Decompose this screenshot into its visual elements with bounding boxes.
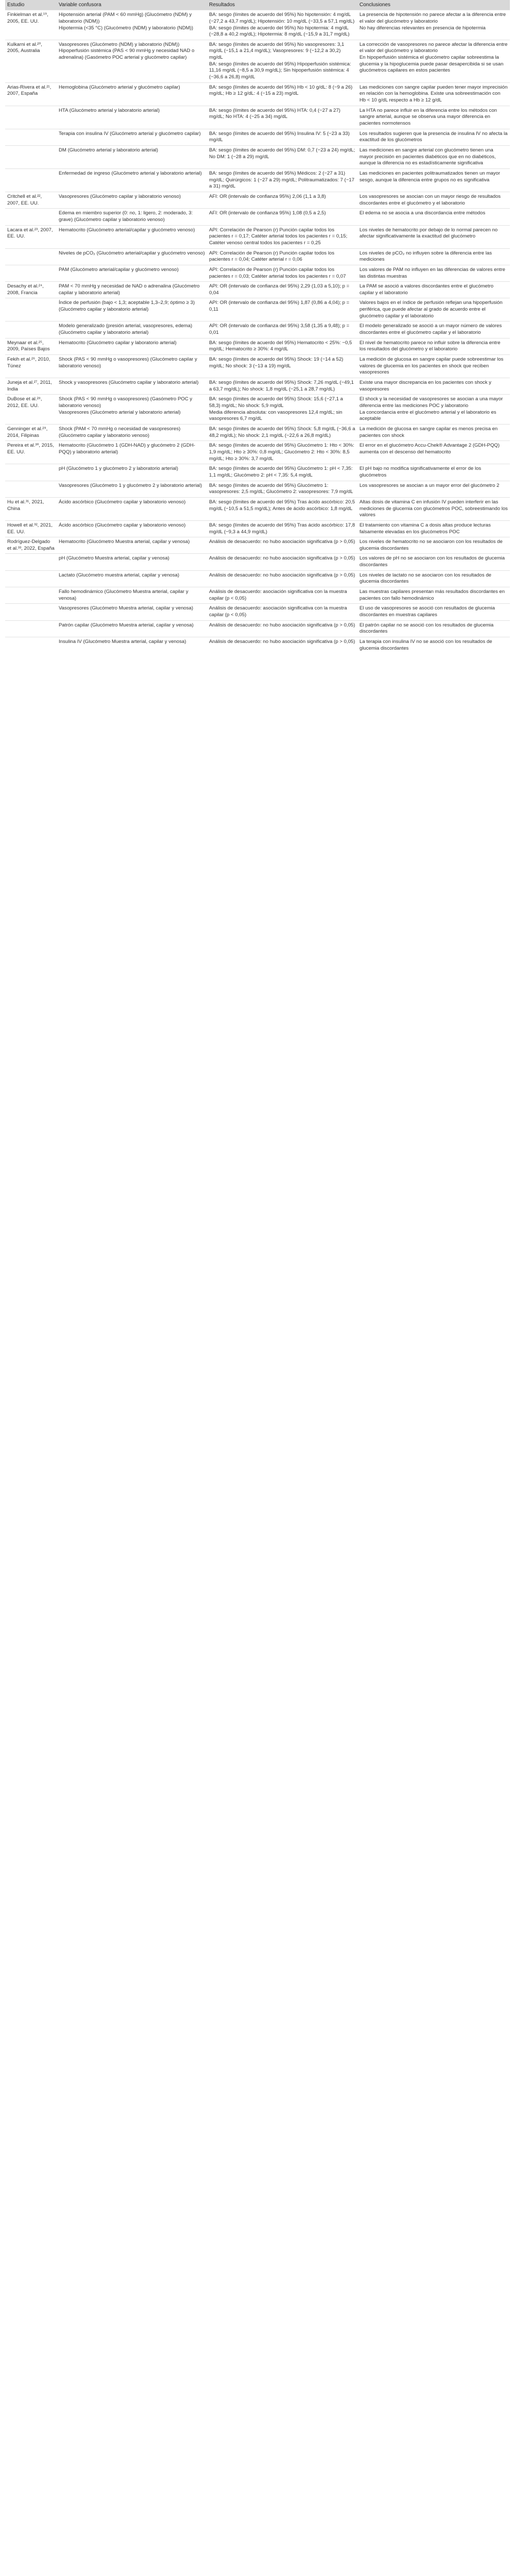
cell-conclusions [357, 464, 510, 481]
table-body [5, 10, 510, 654]
cell-study [5, 637, 57, 654]
cell-variable [57, 82, 207, 106]
table-row [5, 637, 510, 654]
cell-study [5, 321, 57, 338]
cell-conclusions [357, 587, 510, 604]
cell-results-text: API: Correlación de Pearson (r) Punción capilar todos los pacientes r = 0,17; Catéter arterial todos los pacientes r = 0,15; Catéter venoso central todos los pacientes r = 0,25 [209, 227, 348, 246]
cell-results-text: Análisis de desacuerdo: no hubo asociación significativa (p > 0,05) [209, 622, 355, 628]
cell-conclusions-text: Los vasopresores se asocian con un mayor riesgo de resultados discordantes entre el glucómetro y el laboratorio [359, 193, 501, 206]
cell-conclusions [357, 537, 510, 554]
cell-results-text: API: OR (intervalo de confianza del 95%) 1,87 (0,86 a 4,04); p = 0,11 [209, 300, 350, 313]
table-row [5, 265, 510, 281]
cell-study [5, 209, 57, 225]
cell-conclusions-text: Los valores de PAM no influyen en las diferencias de valores entre las distintas muestras [359, 266, 505, 279]
cell-conclusions [357, 192, 510, 208]
studies-table [5, 0, 510, 653]
cell-study [5, 146, 57, 169]
cell-variable [57, 168, 207, 192]
cell-conclusions [357, 497, 510, 520]
cell-conclusions [357, 441, 510, 464]
cell-conclusions [357, 378, 510, 395]
cell-variable [57, 338, 207, 354]
cell-study-text: DuBose et al.²⁸, 2012, EE. UU. [7, 396, 42, 409]
cell-conclusions-text: Las muestras capilares presentan más resultados discordantes en pacientes con fallo hemodinámico [359, 589, 505, 601]
cell-results-text: BA: sesgo (límites de acuerdo del 95%) Tras ácido ascórbico: 20,5 mg/dL (−10,5 a 51,5 mg/dL); Antes de ácido ascórbico: 1,8 mg/dL [209, 499, 355, 512]
table-row [5, 537, 510, 554]
cell-variable-text: Vasopresores (Glucómetro Muestra arterial, capilar y venosa) [59, 605, 194, 612]
header-variable-confusora: Variable confusora [57, 0, 207, 10]
cell-results [207, 248, 357, 265]
table-row [5, 424, 510, 440]
cell-conclusions [357, 40, 510, 82]
cell-study [5, 106, 57, 129]
cell-variable [57, 321, 207, 338]
cell-variable [57, 441, 207, 464]
cell-variable-text: PAM (Glucómetro arterial/capilar y glucómetro venoso) [59, 266, 179, 273]
cell-results [207, 225, 357, 248]
cell-conclusions-text: La terapia con insulina IV no se asoció con los resultados de glucemia discordantes [359, 639, 492, 651]
cell-results [207, 520, 357, 537]
cell-variable-text: Vasopresores (Glucómetro 1 y glucómetro 2 y laboratorio arterial) [59, 482, 202, 488]
cell-results-text: BA: sesgo (límites de acuerdo del 95%) Glucómetro 1: vasopresores: 2,5 mg/dL; Glucómetro 2: vasopresores: 7,9 mg/dL [209, 482, 353, 495]
cell-study [5, 168, 57, 192]
cell-conclusions [357, 248, 510, 265]
table-row [5, 570, 510, 587]
cell-conclusions-text: El uso de vasopresores se asoció con resultados de glucemia discordantes en muestras capilares [359, 605, 495, 618]
cell-conclusions-text: La medición de glucosa en sangre capilar puede sobreestimar los valores de glucemia en los pacientes en shock que reciben vasopresores [359, 357, 504, 376]
cell-results-text: BA: sesgo (límites de acuerdo del 95%) DM: 0,7 (−23 a 24) mg/dL; No DM: 1 (−28 a 29) mg/dL [209, 147, 355, 160]
cell-conclusions [357, 282, 510, 298]
cell-variable [57, 10, 207, 40]
table-row [5, 497, 510, 520]
table-row [5, 10, 510, 40]
cell-results-text: BA: sesgo (límites de acuerdo del 95%) Glucómetro 1: Hto < 30%: 1,9 mg/dL; Hto ≥ 30%: 0,8 mg/dL; Glucómetro 2: Hto < 30%: 8,5 mg/dL; Hto ≥ 30%: 3,7 mg/dL [209, 443, 354, 462]
table-row [5, 209, 510, 225]
cell-study-text: Arias-Rivera et al.²¹, 2007, España [7, 84, 52, 97]
cell-study [5, 248, 57, 265]
cell-variable [57, 497, 207, 520]
cell-conclusions [357, 355, 510, 378]
cell-conclusions-text: La PAM se asoció a valores discordantes entre el glucómetro capilar y el laboratorio [359, 283, 494, 296]
cell-variable-text: Edema en miembro superior (0: no, 1: ligero, 2: moderado, 3: grave) (Glucómetro capilar y laboratorio venoso) [59, 210, 193, 223]
cell-conclusions [357, 106, 510, 129]
cell-variable-text: Fallo hemodinámico (Glucómetro Muestra arterial, capilar y venosa) [59, 589, 188, 601]
cell-results [207, 395, 357, 425]
cell-results [207, 355, 357, 378]
cell-conclusions-text: El patrón capilar no se asoció con los resultados de glucemia discordantes [359, 622, 494, 635]
cell-study [5, 620, 57, 637]
cell-results [207, 378, 357, 395]
cell-conclusions [357, 82, 510, 106]
cell-variable [57, 520, 207, 537]
cell-conclusions-text: Existe una mayor discrepancia en los pacientes con shock y vasopresores [359, 380, 491, 392]
cell-results [207, 537, 357, 554]
table-row [5, 355, 510, 378]
cell-study [5, 40, 57, 82]
cell-conclusions [357, 209, 510, 225]
cell-study [5, 570, 57, 587]
table-row [5, 225, 510, 248]
cell-study [5, 537, 57, 554]
cell-study-text: Kulkarni et al.²⁰, 2005, Australia [7, 41, 42, 54]
cell-study-text: Finkielman et al.¹⁹, 2005, EE. UU. [7, 12, 48, 24]
cell-conclusions-text: El tratamiento con vitamina C a dosis altas produce lecturas falsamente elevadas en los glucómetros POC [359, 522, 491, 535]
table-row [5, 604, 510, 620]
cell-conclusions [357, 395, 510, 425]
cell-variable [57, 192, 207, 208]
cell-study-text: Hu et al.³¹, 2021, China [7, 499, 44, 512]
header-estudio: Estudio [5, 0, 57, 10]
cell-variable [57, 587, 207, 604]
cell-variable [57, 424, 207, 440]
cell-study [5, 520, 57, 537]
document-page [5, 0, 510, 653]
cell-variable [57, 248, 207, 265]
cell-variable-text: Ácido ascórbico (Glucómetro capilar y laboratorio venoso) [59, 499, 186, 505]
cell-conclusions [357, 265, 510, 281]
cell-variable [57, 209, 207, 225]
cell-variable [57, 129, 207, 145]
cell-variable [57, 378, 207, 395]
cell-results [207, 40, 357, 82]
cell-results-text: BA: sesgo (límites de acuerdo del 95%) No hipotensión: 4 mg/dL (−27,2 a 43,7 mg/dL); Hipotensión: 10 mg/dL (−33,5 a 57,1 mg/dL) BA: sesgo (límites de acuerdo del 95%) No hipotermia: 4 mg/dL (−28,8 a 40,2 mg/dL); Hipotermia: 8 mg/dL (−15,9 a 31,7 mg/dL) [209, 12, 355, 38]
cell-variable-text: Hematocrito (Glucómetro Muestra arterial, capilar y venosa) [59, 539, 190, 545]
table-row [5, 554, 510, 570]
cell-results [207, 82, 357, 106]
table-row [5, 192, 510, 208]
cell-study-text: Howell et al.³², 2021, EE. UU. [7, 522, 53, 535]
cell-results [207, 106, 357, 129]
cell-results [207, 298, 357, 321]
cell-results-text: Análisis de desacuerdo: no hubo asociación significativa (p > 0,05) [209, 539, 355, 545]
cell-results [207, 192, 357, 208]
cell-variable [57, 265, 207, 281]
cell-conclusions [357, 424, 510, 440]
table-row [5, 520, 510, 537]
cell-results [207, 497, 357, 520]
table-row [5, 441, 510, 464]
cell-results [207, 481, 357, 497]
cell-study [5, 282, 57, 298]
table-row [5, 82, 510, 106]
cell-variable-text: Hematocrito (Glucómetro 1 (GDH-NAD) y glucómetro 2 (GDH-PQQ) y laboratorio arterial) [59, 443, 195, 455]
cell-study [5, 82, 57, 106]
cell-variable-text: Shock (PAM < 70 mmHg o necesidad de vasopresores) (Glucómetro capilar y laboratorio venoso) [59, 426, 181, 438]
cell-conclusions-text: El edema no se asocia a una discordancia entre métodos [359, 210, 486, 216]
cell-conclusions-text: El pH bajo no modifica significativamente el error de los glucómetros [359, 466, 482, 478]
cell-conclusions [357, 298, 510, 321]
cell-conclusions-text: Las mediciones con sangre capilar pueden tener mayor imprecisión en relación con la hemoglobina. Existe una sobreestimación con Hb < 10 g/dL respecto a Hb ≥ 12 g/dL [359, 84, 508, 104]
cell-study-text: Meynaar et al.²⁵, 2009, Países Bajos [7, 340, 50, 352]
cell-conclusions-text: Las mediciones en sangre arterial con glucómetro tienen una mayor precisión en pacientes diabéticos que en no diabéticos, aunque la diferencia no es estadísticamente significativa [359, 147, 496, 166]
cell-variable-text: Lactato (Glucómetro muestra arterial, capilar y venosa) [59, 572, 180, 578]
table-row [5, 620, 510, 637]
cell-results [207, 637, 357, 654]
cell-results-text: Análisis de desacuerdo: asociación significativa con la muestra capilar (p < 0,05) [209, 589, 347, 601]
cell-study [5, 497, 57, 520]
cell-study [5, 441, 57, 464]
cell-conclusions-text: La medición de glucosa en sangre capilar es menos precisa en pacientes con shock [359, 426, 498, 438]
cell-results-text: BA: sesgo (límites de acuerdo del 95%) Tras ácido ascórbico: 17,8 mg/dL (−9,3 a 44,9 mg/dL) [209, 522, 355, 535]
cell-results-text: API: Correlación de Pearson (r) Punción capilar todos los pacientes r = 0,04; Catéter arterial r = 0,06 [209, 250, 335, 263]
cell-conclusions-text: Los niveles de hematocrito no se asociaron con los resultados de glucemia discordantes [359, 539, 503, 551]
cell-results [207, 10, 357, 40]
cell-conclusions-text: Las mediciones en pacientes politraumatizados tienen un mayor sesgo, aunque la diferencia entre grupos no es significativa [359, 170, 501, 183]
cell-conclusions [357, 481, 510, 497]
cell-results-text: BA: sesgo (límites de acuerdo del 95%) Insulina IV: 5 (−23 a 33) mg/dL [209, 130, 350, 143]
cell-variable-text: Índice de perfusión (bajo < 1,3; aceptable 1,3–2,9; óptimo ≥ 3) (Glucómetro capilar y laboratorio arterial) [59, 300, 195, 313]
table-row [5, 298, 510, 321]
cell-conclusions-text: La presencia de hipotensión no parece afectar a la diferencia entre el valor del glucómetro y laboratorio No hay diferencias relevantes en presencia de hipotermia [359, 12, 506, 31]
cell-conclusions-text: El shock y la necesidad de vasopresores se asocian a una mayor diferencia entre las mediciones POC y laboratorio La concordancia entre el glucómetro arterial y el laboratorio es aceptable [359, 396, 503, 422]
header-resultados: Resultados [207, 0, 357, 10]
table-header [5, 0, 510, 10]
cell-study [5, 298, 57, 321]
cell-conclusions-text: Los resultados sugieren que la presencia de insulina IV no afecta la exactitud de los glucómetros [359, 130, 508, 143]
cell-variable [57, 620, 207, 637]
cell-results-text: AFI: OR (intervalo de confianza 95%) 1,08 (0,5 a 2,5) [209, 210, 326, 216]
cell-variable-text: Enfermedad de ingreso (Glucómetro arterial y laboratorio arterial) [59, 170, 202, 176]
table-row [5, 129, 510, 145]
cell-variable [57, 570, 207, 587]
cell-conclusions-text: La HTA no parece influir en la diferencia entre los métodos con sangre arterial, aunque se observa una mayor diferencia en pacientes normotensos [359, 107, 497, 127]
cell-variable [57, 298, 207, 321]
cell-results-text: Análisis de desacuerdo: no hubo asociación significativa (p > 0,05) [209, 555, 355, 562]
cell-variable-text: pH (Glucómetro 1 y glucómetro 2 y laboratorio arterial) [59, 466, 178, 472]
table-row [5, 378, 510, 395]
cell-variable-text: Shock (PAS < 90 mmHg o vasopresores) (Gasómetro POC y laboratorio venoso) Vasopresores (Glucómetro arterial y laboratorio arterial) [59, 396, 193, 415]
cell-study [5, 378, 57, 395]
cell-conclusions [357, 604, 510, 620]
cell-results [207, 282, 357, 298]
cell-results [207, 570, 357, 587]
cell-results [207, 424, 357, 440]
cell-variable-text: pH (Glucómetro Muestra arterial, capilar y venosa) [59, 555, 169, 562]
cell-results [207, 209, 357, 225]
cell-study [5, 192, 57, 208]
cell-conclusions-text: Altas dosis de vitamina C en infusión IV pueden interferir en las mediciones de glucemia con glucómetros POC, sobreestimando los valores [359, 499, 508, 518]
cell-variable [57, 464, 207, 481]
cell-conclusions [357, 168, 510, 192]
cell-study-text: Genninger et al.²⁹, 2014, Filipinas [7, 426, 48, 438]
cell-results [207, 620, 357, 637]
cell-results [207, 146, 357, 169]
cell-conclusions [357, 129, 510, 145]
cell-variable-text: Modelo generalizado (presión arterial, vasopresores, edema) (Glucómetro capilar y laboratorio arterial) [59, 323, 193, 336]
table-row [5, 321, 510, 338]
cell-results-text: BA: sesgo (límites de acuerdo del 95%) Shock: 7,26 mg/dL (−49,1 a 63,7 mg/dL); No shock: 1,8 mg/dL (−25,1 a 28,7 mg/dL) [209, 380, 354, 392]
cell-variable-text: DM (Glucómetro arterial y laboratorio arterial) [59, 147, 158, 153]
cell-results-text: BA: sesgo (límites de acuerdo del 95%) Hematocrito < 25%: −0,5 mg/dL; Hematocrito ≥ 30%: 4 mg/dL [209, 340, 352, 352]
table-row [5, 338, 510, 354]
cell-conclusions-text: Los niveles de pCO₂ no influyen sobre la diferencia entre las mediciones [359, 250, 492, 263]
table-row [5, 146, 510, 169]
cell-results-text: BA: sesgo (límites de acuerdo del 95%) HTA: 0,4 (−27 a 27) mg/dL; No HTA: 4 (−25 a 34) mg/dL [209, 107, 340, 120]
cell-variable [57, 481, 207, 497]
cell-study-text: Fekih et al.²⁶, 2010, Túnez [7, 357, 50, 369]
cell-variable [57, 604, 207, 620]
cell-study [5, 129, 57, 145]
cell-study [5, 395, 57, 425]
cell-conclusions-text: El nivel de hematocrito parece no influir sobre la diferencia entre los resultados del glucómetro y el laboratorio [359, 340, 501, 352]
cell-results-text: BA: sesgo (límites de acuerdo del 95%) Shock: 5,8 mg/dL (−36,6 a 48,2 mg/dL); No shock: 2,1 mg/dL (−22,6 a 26,8 mg/dL) [209, 426, 355, 438]
cell-conclusions [357, 637, 510, 654]
cell-results-text: Análisis de desacuerdo: no hubo asociación significativa (p > 0,05) [209, 639, 355, 645]
cell-variable-text: Vasopresores (Glucómetro (NDM) y laboratorio (NDM)) Hipoperfusión sistémica (PAS < 90 mmHg y necesidad NAD o adrenalina) (Gasómetro POC arterial y glucómetro capilar) [59, 41, 195, 61]
cell-variable [57, 146, 207, 169]
cell-conclusions [357, 10, 510, 40]
cell-results [207, 464, 357, 481]
cell-conclusions [357, 554, 510, 570]
cell-conclusions [357, 225, 510, 248]
cell-study [5, 225, 57, 248]
cell-results-text: Análisis de desacuerdo: no hubo asociación significativa (p > 0,05) [209, 572, 355, 578]
cell-study [5, 464, 57, 481]
cell-study [5, 10, 57, 40]
cell-study [5, 265, 57, 281]
table-row [5, 464, 510, 481]
cell-results [207, 554, 357, 570]
cell-study-text: Desachy et al.²⁴, 2008, Francia [7, 283, 44, 296]
table-row [5, 40, 510, 82]
cell-variable-text: Hematocrito (Glucómetro arterial/capilar y glucómetro venoso) [59, 227, 195, 233]
cell-variable-text: Shock (PAS < 90 mmHg o vasopresores) (Glucómetro capilar y laboratorio venoso) [59, 357, 197, 369]
cell-results-text: API: OR (intervalo de confianza del 95%) 3,58 (1,35 a 9,48); p = 0,01 [209, 323, 350, 336]
cell-conclusions [357, 338, 510, 354]
cell-results-text: BA: sesgo (límites de acuerdo del 95%) Glucómetro 1: pH < 7,35: 1,1 mg/dL; Glucómetro 2: pH < 7,35: 5,4 mg/dL [209, 466, 353, 478]
cell-variable [57, 554, 207, 570]
cell-variable [57, 355, 207, 378]
cell-conclusions [357, 520, 510, 537]
cell-conclusions-text: Los niveles de lactato no se asociaron con los resultados de glucemia discordantes [359, 572, 491, 585]
cell-conclusions-text: Los niveles de hematocrito por debajo de lo normal parecen no afectar significativamente la exactitud del glucómetro [359, 227, 498, 240]
cell-variable-text: Vasopresores (Glucómetro capilar y laboratorio venoso) [59, 193, 181, 199]
cell-results [207, 604, 357, 620]
cell-results-text: BA: sesgo (límites de acuerdo del 95%) No vasopresores: 3,1 mg/dL (−15,1 a 21,4 mg/dL); Vasopresores: 9 (−12,2 a 30,2) mg/dL BA: sesgo (límites de acuerdo del 95%) Hipoperfusión sistémica: 11,16 mg/dL (−8,5 a 30,9 mg/dL); Sin hipoperfusión sistémica: 4 (−36,6 a 26,8) mg/dL [209, 41, 351, 80]
cell-conclusions-text: El error en el glucómetro Accu-Chek® Advantage 2 (GDH-PQQ) aumenta con el descenso del hematocrito [359, 443, 500, 455]
cell-variable-text: Hemoglobina (Glucómetro arterial y glucómetro capilar) [59, 84, 180, 90]
cell-study-text: Critchell et al.²², 2007, EE. UU. [7, 193, 42, 206]
cell-conclusions [357, 570, 510, 587]
cell-results-text: BA: sesgo (límites de acuerdo del 95%) Shock: 15,6 (−27,1 a 58,3) mg/dL; No shock: 5,9 mg/dL Media diferencia absoluta: con vasopresores 12,4 mg/dL; sin vasopresores 6,7 mg/dL [209, 396, 343, 422]
cell-variable-text: Hipotensión arterial (PAM < 60 mmHg) (Glucómetro (NDM) y laboratorio (NDM)) Hipotermia (<35 °C) (Glucómetro (NDM) y laboratorio (NDM)) [59, 12, 194, 31]
cell-variable-text: Patrón capilar (Glucómetro Muestra arterial, capilar y venosa) [59, 622, 194, 628]
cell-results-text: BA: sesgo (límites de acuerdo del 95%) Shock: 19 (−14 a 52) mg/dL; No shock: 3 (−13 a 19) mg/dL [209, 357, 344, 369]
cell-study [5, 424, 57, 440]
cell-results-text: AFI: OR (intervalo de confianza 95%) 2,06 (1,1 a 3,8) [209, 193, 326, 199]
cell-results [207, 587, 357, 604]
cell-variable-text: Shock y vasopresores (Glucómetro capilar y laboratorio arterial) [59, 380, 199, 386]
cell-study [5, 355, 57, 378]
table-row [5, 587, 510, 604]
cell-study-text: Rodríguez-Delgado et al.³³, 2022, España [7, 539, 55, 551]
cell-study [5, 604, 57, 620]
cell-variable [57, 40, 207, 82]
cell-conclusions-text: Los vasopresores se asocian a un mayor error del glucómetro 2 [359, 482, 500, 488]
cell-conclusions [357, 321, 510, 338]
cell-variable [57, 395, 207, 425]
cell-variable-text: Insulina IV (Glucómetro Muestra arterial, capilar y venosa) [59, 639, 186, 645]
cell-study-text: Pereira et al.³⁰, 2015, EE. UU. [7, 443, 54, 455]
table-row [5, 282, 510, 298]
cell-variable [57, 537, 207, 554]
cell-study [5, 554, 57, 570]
cell-results [207, 168, 357, 192]
cell-study [5, 587, 57, 604]
cell-conclusions-text: Valores bajos en el índice de perfusión reflejan una hipoperfusión periférica, que puede afectar al grado de acuerdo entre el glucómetro capilar y el laboratorio [359, 300, 503, 319]
cell-study-text: Lacara et al.²³, 2007, EE. UU. [7, 227, 53, 240]
cell-study-text: Juneja et al.²⁷, 2011, India [7, 380, 53, 392]
cell-variable-text: Terapia con insulina IV (Glucómetro arterial y glucómetro capilar) [59, 130, 201, 137]
cell-conclusions-text: Los valores de pH no se asociaron con los resultados de glucemia discordantes [359, 555, 505, 568]
cell-variable [57, 282, 207, 298]
cell-variable [57, 225, 207, 248]
table-row [5, 481, 510, 497]
cell-results [207, 321, 357, 338]
cell-conclusions [357, 620, 510, 637]
header-conclusiones: Conclusiones [357, 0, 510, 10]
cell-conclusions [357, 146, 510, 169]
cell-results [207, 129, 357, 145]
table-row [5, 395, 510, 425]
table-row [5, 248, 510, 265]
cell-variable-text: Hematocrito (Glucómetro capilar y laboratorio arterial) [59, 340, 177, 346]
cell-results-text: API: Correlación de Pearson (r) Punción capilar todos los pacientes r = 0,03; Catéter arterial todos los pacientes r = 0,07 [209, 266, 346, 279]
cell-variable [57, 637, 207, 654]
cell-study [5, 481, 57, 497]
cell-conclusions-text: La corrección de vasopresores no parece afectar la diferencia entre el valor del glucómetro y laboratorio En hipoperfusión sistémica el glucómetro capilar sobreestima la glucemia y la hipoglucemia puede pasar desapercibida si se usan glucómetros capilares en estos pacientes [359, 41, 508, 74]
cell-results [207, 265, 357, 281]
cell-variable-text: PAM < 70 mmHg y necesidad de NAD o adrenalina (Glucómetro capilar y laboratorio arterial) [59, 283, 200, 296]
cell-conclusions-text: El modelo generalizado se asoció a un mayor número de valores discordantes entre el glucómetro capilar y el laboratorio [359, 323, 502, 336]
cell-variable [57, 106, 207, 129]
cell-results-text: API: OR (intervalo de confianza del 95%) 2,29 (1,03 a 5,10); p = 0,04 [209, 283, 350, 296]
cell-study [5, 338, 57, 354]
cell-variable-text: HTA (Glucómetro arterial y laboratorio arterial) [59, 107, 160, 113]
table-row [5, 106, 510, 129]
cell-variable-text: Ácido ascórbico (Glucómetro capilar y laboratorio venoso) [59, 522, 186, 528]
cell-results-text: BA: sesgo (límites de acuerdo del 95%) Hb < 10 g/dL: 8 (−9 a 26) mg/dL; Hb ≥ 12 g/dL: 4 (−15 a 23) mg/dL [209, 84, 353, 97]
cell-results [207, 338, 357, 354]
cell-results-text: Análisis de desacuerdo: asociación significativa con la muestra capilar (p < 0,05) [209, 605, 347, 618]
cell-results-text: BA: sesgo (límites de acuerdo del 95%) Médicos: 2 (−27 a 31) mg/dL; Quirúrgicos: 1 (−27 a 29) mg/dL; Politraumatizados: 7 (−17 a 31) mg/dL [209, 170, 355, 190]
cell-variable-text: Niveles de pCO₂ (Glucómetro arterial/capilar y glucómetro venoso) [59, 250, 205, 256]
table-row [5, 168, 510, 192]
cell-results [207, 441, 357, 464]
